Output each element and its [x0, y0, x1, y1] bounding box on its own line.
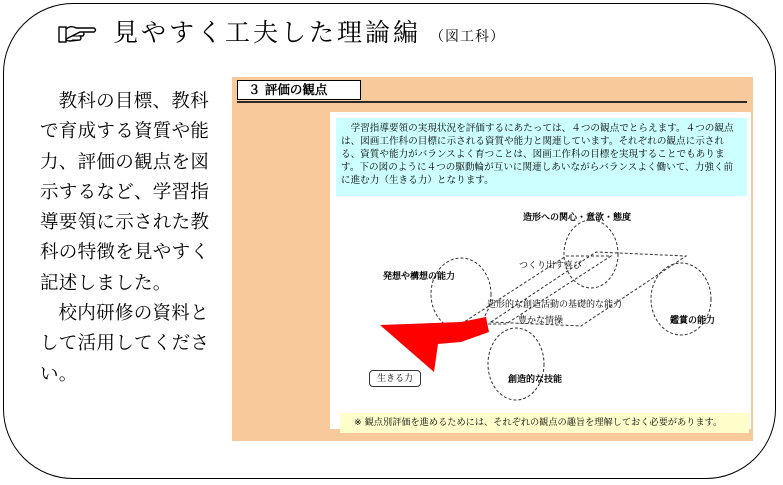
description [40, 87, 220, 390]
slide-divider [237, 101, 747, 103]
page-subtitle: （図工科） [430, 29, 505, 45]
label-ideation: 発想や構想の能力 [383, 272, 456, 282]
slide-note: ※ 観点別評価を進めるためには、それぞれの観点の趣旨を理解しておく必要があります。 [340, 413, 749, 433]
center-text-3: 豊かな情操 [518, 316, 564, 326]
wheel-top [564, 220, 618, 288]
description-paragraph-2: 校内研修の資料として活用してください。 [40, 303, 210, 385]
slide-heading: ３ 評価の観点 [237, 80, 361, 100]
label-interest: 造形への関心・意欲・態度 [523, 213, 632, 223]
wheel-bottom [488, 328, 544, 400]
page-title: 見やすく工夫した理論編 [113, 18, 422, 47]
center-text-1: つくり出す喜び [519, 261, 583, 271]
description-paragraph-1: 教科の目標、教科で育成する資質や能力、評価の観点を図示するなど、学習指導要領に示された教科の特徴を見やすく記述しました。 [40, 91, 210, 294]
pointing-hand-icon [58, 20, 98, 46]
ikiru-chikara-label: 生きる力 [369, 370, 421, 387]
label-appreciation: 鑑賞の能力 [670, 316, 716, 326]
slide-intro-text: 学習指導要領の実現状況を評価するにあたっては、４つの観点でとらえます。４つの観点は、図画工作科の目標に示される資質や能力と関連しています。それぞれの観点に示される、資質や能力がバランスよく育つことは、図画工作科の目標を実現することでもあります。下の図のように４つの駆動輪が互いに関連しあいながらバランスよく働いて、力強く前に進む力（生きる力）となります。 [336, 118, 747, 196]
label-skill: 創造的な技能 [508, 375, 563, 385]
center-text-2: 造形的な創造活動の基礎的な能力 [487, 300, 623, 310]
red-arrow [380, 317, 489, 372]
